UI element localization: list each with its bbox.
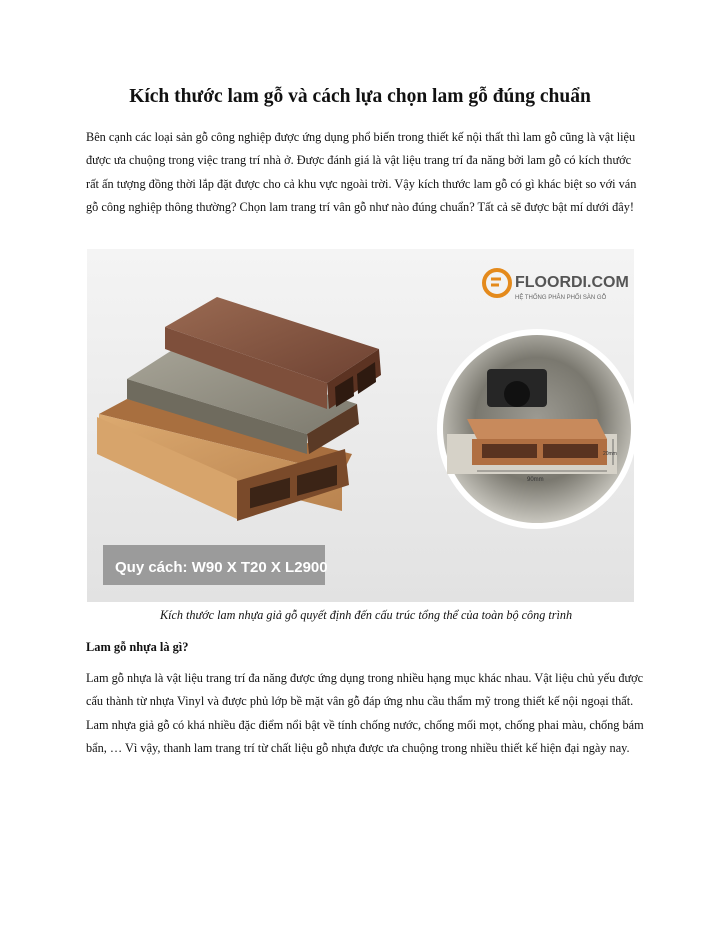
- figure-caption: Kích thước lam nhựa giả gỗ quyết định đến cấu trúc tổng thể của toàn bộ công trình: [159, 608, 573, 622]
- logo-tagline: HỆ THỐNG PHÂN PHỐI SÀN GỖ: [515, 295, 607, 301]
- dim-width-label: 90mm: [527, 477, 544, 483]
- intro-paragraph: Bên cạnh các loại sản gỗ công nghiệp được ứng dụng phổ biến trong thiết kế nội thất thì lam gỗ cũng là vật liệu được ưa chuộng trong việc trang trí nhà ở. Được đánh giá là vật liệu trang trí đa năng bởi lam gỗ có kích thước rất ấn tượng đồng thời lắp đặt được cho cả khu vực ngoài trời. Vậy kích thước lam gỗ có gì khác biệt so với ván gỗ công nghiệp thông thường? Chọn lam trang trí vân gỗ như nào đúng chuẩn? Tất cả sẽ được bật mí dưới đây!: [86, 130, 637, 215]
- logo-name: FLOORDI.COM: [515, 274, 629, 291]
- section-heading: Lam gỗ nhựa là gì?: [86, 640, 189, 654]
- section-paragraph: Lam gỗ nhựa là vật liệu trang trí đa năng được ứng dụng trong nhiều hạng mục khác nhau. Vật liệu chủ yếu được cấu thành từ nhựa Vinyl và được phủ lớp bề mặt vân gỗ đáp ứng nhu cầu thẩm mỹ trong thiết kế nội ngoại thất. Lam nhựa giả gỗ có khá nhiều đặc điểm nổi bật về tính chống nước, chống mối mọt, chống phai màu, chống bám bẩn, … Vì vậy, thanh lam trang trí từ chất liệu gỗ nhựa được ưa chuộng trong nhiều thiết kế hiện đại ngày nay.: [86, 671, 644, 756]
- dim-height-label: 20mm: [603, 451, 617, 457]
- product-figure: [87, 249, 634, 602]
- page-title: Kích thước lam gỗ và cách lựa chọn lam gỗ đúng chuẩn: [129, 86, 591, 107]
- spec-label: Quy cách: W90 X T20 X L2900: [115, 559, 328, 576]
- inset-photo: [437, 329, 634, 529]
